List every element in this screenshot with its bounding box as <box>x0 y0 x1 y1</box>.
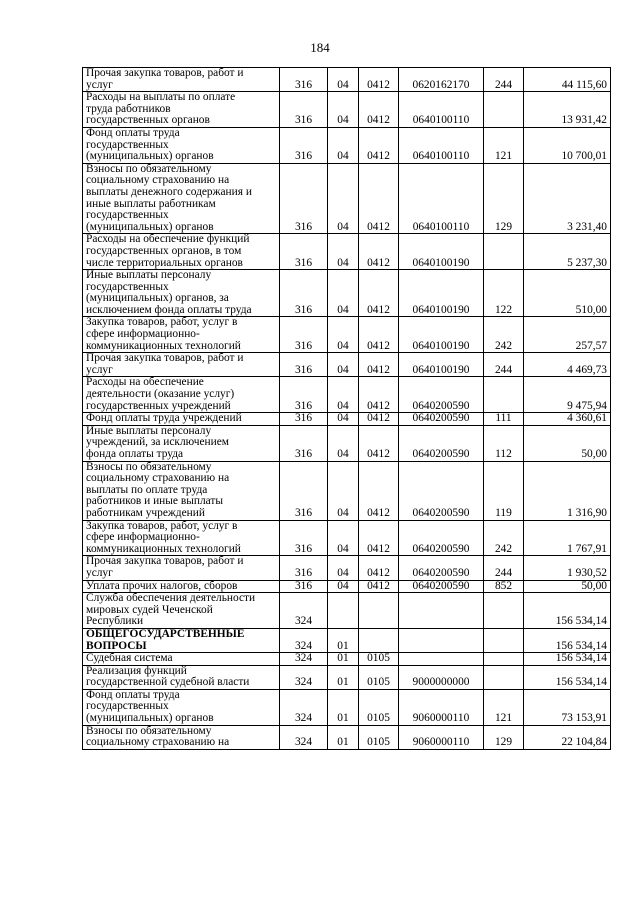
cell-amount: 510,00 <box>524 270 611 317</box>
cell-amount: 44 115,60 <box>524 68 611 92</box>
table-row <box>83 127 611 163</box>
cell-target-item: 0640100190 <box>399 317 484 353</box>
cell-expense-type: 242 <box>484 520 524 556</box>
cell-subsection: 0105 <box>359 725 399 749</box>
cell-name: Расходы на обеспечение функций государственных органов, в том числе территориальных органов <box>83 234 280 270</box>
cell-amount: 13 931,42 <box>524 92 611 128</box>
table-row <box>83 234 611 270</box>
cell-section: 04 <box>328 92 359 128</box>
cell-target-item: 0640200590 <box>399 461 484 520</box>
cell-target-item <box>399 653 484 666</box>
cell-subsection: 0412 <box>359 68 399 92</box>
cell-target-item: 0620162170 <box>399 68 484 92</box>
cell-subsection: 0412 <box>359 580 399 593</box>
cell-expense-type <box>484 377 524 413</box>
cell-target-item: 0640200590 <box>399 580 484 593</box>
cell-target-item: 0640100190 <box>399 270 484 317</box>
cell-name: Фонд оплаты труда государственных (муниципальных) органов <box>83 127 280 163</box>
cell-name: Уплата прочих налогов, сборов <box>83 580 280 593</box>
cell-subsection: 0412 <box>359 413 399 426</box>
cell-name: Закупка товаров, работ, услуг в сфере информационно- коммуникационных технологий <box>83 520 280 556</box>
cell-amount: 156 534,14 <box>524 665 611 689</box>
cell-subsection: 0105 <box>359 653 399 666</box>
cell-name: Иные выплаты персоналу учреждений, за исключением фонда оплаты труда <box>83 425 280 461</box>
cell-section: 04 <box>328 425 359 461</box>
cell-amount: 156 534,14 <box>524 593 611 629</box>
cell-ministry-code: 316 <box>280 270 328 317</box>
cell-name: Расходы на выплаты по оплате труда работников государственных органов <box>83 92 280 128</box>
cell-section: 04 <box>328 68 359 92</box>
cell-subsection: 0412 <box>359 317 399 353</box>
table-row <box>83 461 611 520</box>
cell-ministry-code: 316 <box>280 556 328 580</box>
cell-subsection: 0105 <box>359 665 399 689</box>
cell-subsection: 0412 <box>359 163 399 234</box>
cell-amount: 5 237,30 <box>524 234 611 270</box>
cell-name: Взносы по обязательному социальному страхованию на <box>83 725 280 749</box>
table-body <box>83 68 611 750</box>
cell-section: 04 <box>328 234 359 270</box>
cell-section: 04 <box>328 520 359 556</box>
cell-ministry-code: 316 <box>280 377 328 413</box>
cell-target-item: 9000000000 <box>399 665 484 689</box>
cell-amount: 1 767,91 <box>524 520 611 556</box>
cell-amount: 257,57 <box>524 317 611 353</box>
cell-name: Служба обеспечения деятельности мировых судей Чеченской Республики <box>83 593 280 629</box>
cell-ministry-code: 324 <box>280 628 328 652</box>
cell-section: 04 <box>328 127 359 163</box>
table-row <box>83 520 611 556</box>
cell-name: Прочая закупка товаров, работ и услуг <box>83 556 280 580</box>
cell-target-item: 0640200590 <box>399 520 484 556</box>
cell-section <box>328 593 359 629</box>
cell-subsection: 0412 <box>359 520 399 556</box>
cell-amount: 10 700,01 <box>524 127 611 163</box>
cell-target-item: 0640100110 <box>399 92 484 128</box>
cell-amount: 156 534,14 <box>524 653 611 666</box>
cell-target-item: 0640100190 <box>399 234 484 270</box>
cell-subsection: 0412 <box>359 127 399 163</box>
cell-section: 04 <box>328 556 359 580</box>
cell-target-item <box>399 628 484 652</box>
cell-ministry-code: 316 <box>280 317 328 353</box>
cell-ministry-code: 316 <box>280 353 328 377</box>
cell-section: 01 <box>328 628 359 652</box>
table-row <box>83 270 611 317</box>
cell-amount: 22 104,84 <box>524 725 611 749</box>
cell-name: Прочая закупка товаров, работ и услуг <box>83 68 280 92</box>
cell-ministry-code: 316 <box>280 127 328 163</box>
cell-subsection: 0412 <box>359 425 399 461</box>
cell-subsection: 0412 <box>359 556 399 580</box>
cell-target-item: 0640100190 <box>399 353 484 377</box>
cell-subsection <box>359 628 399 652</box>
table-row <box>83 413 611 426</box>
cell-amount: 3 231,40 <box>524 163 611 234</box>
table-row <box>83 628 611 652</box>
cell-expense-type <box>484 92 524 128</box>
cell-amount: 50,00 <box>524 580 611 593</box>
cell-expense-type: 111 <box>484 413 524 426</box>
cell-section: 04 <box>328 377 359 413</box>
cell-amount: 156 534,14 <box>524 628 611 652</box>
cell-expense-type: 119 <box>484 461 524 520</box>
cell-name: Фонд оплаты труда учреждений <box>83 413 280 426</box>
cell-expense-type: 121 <box>484 127 524 163</box>
cell-subsection <box>359 593 399 629</box>
cell-target-item: 9060000110 <box>399 689 484 725</box>
table-row <box>83 593 611 629</box>
cell-subsection: 0412 <box>359 92 399 128</box>
cell-amount: 9 475,94 <box>524 377 611 413</box>
table-row <box>83 580 611 593</box>
page-number: 184 <box>310 40 330 55</box>
cell-expense-type: 244 <box>484 353 524 377</box>
cell-target-item: 0640200590 <box>399 377 484 413</box>
table-row <box>83 163 611 234</box>
cell-name: ОБЩЕГОСУДАРСТВЕННЫЕ ВОПРОСЫ <box>83 628 280 652</box>
cell-section: 04 <box>328 353 359 377</box>
cell-subsection: 0412 <box>359 270 399 317</box>
cell-target-item: 0640200590 <box>399 556 484 580</box>
cell-subsection: 0412 <box>359 234 399 270</box>
cell-section: 04 <box>328 461 359 520</box>
cell-target-item: 0640100110 <box>399 127 484 163</box>
cell-name: Иные выплаты персоналу государственных (муниципальных) органов, за исключением фонда оплаты труда <box>83 270 280 317</box>
cell-name: Прочая закупка товаров, работ и услуг <box>83 353 280 377</box>
cell-section: 01 <box>328 725 359 749</box>
cell-expense-type <box>484 653 524 666</box>
cell-expense-type: 244 <box>484 68 524 92</box>
cell-ministry-code: 316 <box>280 425 328 461</box>
cell-name: Судебная система <box>83 653 280 666</box>
cell-section: 04 <box>328 317 359 353</box>
cell-ministry-code: 316 <box>280 413 328 426</box>
table-row <box>83 92 611 128</box>
cell-ministry-code: 316 <box>280 520 328 556</box>
cell-ministry-code: 324 <box>280 725 328 749</box>
cell-subsection: 0412 <box>359 353 399 377</box>
cell-expense-type: 112 <box>484 425 524 461</box>
cell-ministry-code: 316 <box>280 163 328 234</box>
cell-name: Расходы на обеспечение деятельности (оказание услуг) государственных учреждений <box>83 377 280 413</box>
cell-subsection: 0412 <box>359 461 399 520</box>
cell-ministry-code: 324 <box>280 593 328 629</box>
cell-section: 04 <box>328 163 359 234</box>
cell-amount: 4 469,73 <box>524 353 611 377</box>
cell-subsection: 0412 <box>359 377 399 413</box>
cell-expense-type: 242 <box>484 317 524 353</box>
cell-ministry-code: 316 <box>280 234 328 270</box>
cell-expense-type: 129 <box>484 725 524 749</box>
cell-amount: 4 360,61 <box>524 413 611 426</box>
cell-ministry-code: 316 <box>280 92 328 128</box>
cell-name: Взносы по обязательному социальному страхованию на выплаты денежного содержания и иные выплаты работникам государственных (муниципальных) органов <box>83 163 280 234</box>
cell-expense-type: 122 <box>484 270 524 317</box>
cell-expense-type: 244 <box>484 556 524 580</box>
cell-section: 04 <box>328 580 359 593</box>
cell-subsection: 0105 <box>359 689 399 725</box>
cell-name: Взносы по обязательному социальному страхованию на выплаты по оплате труда работников и иные выплаты работникам учреждений <box>83 461 280 520</box>
table-row <box>83 665 611 689</box>
cell-amount: 1 316,90 <box>524 461 611 520</box>
cell-expense-type <box>484 593 524 629</box>
cell-section: 01 <box>328 689 359 725</box>
cell-name: Реализация функций государственной судебной власти <box>83 665 280 689</box>
cell-amount: 73 153,91 <box>524 689 611 725</box>
cell-ministry-code: 324 <box>280 689 328 725</box>
cell-expense-type <box>484 234 524 270</box>
cell-ministry-code: 316 <box>280 461 328 520</box>
table-row <box>83 689 611 725</box>
table-row <box>83 317 611 353</box>
cell-amount: 1 930,52 <box>524 556 611 580</box>
cell-expense-type: 129 <box>484 163 524 234</box>
table-row <box>83 425 611 461</box>
budget-table <box>82 67 611 750</box>
table-row <box>83 725 611 749</box>
cell-section: 04 <box>328 413 359 426</box>
cell-target-item: 9060000110 <box>399 725 484 749</box>
cell-target-item: 0640200590 <box>399 425 484 461</box>
cell-target-item <box>399 593 484 629</box>
cell-section: 01 <box>328 665 359 689</box>
cell-ministry-code: 316 <box>280 580 328 593</box>
table-row <box>83 353 611 377</box>
cell-ministry-code: 316 <box>280 68 328 92</box>
cell-section: 01 <box>328 653 359 666</box>
cell-expense-type <box>484 628 524 652</box>
cell-name: Фонд оплаты труда государственных (муниципальных) органов <box>83 689 280 725</box>
table-row <box>83 377 611 413</box>
cell-target-item: 0640200590 <box>399 413 484 426</box>
cell-expense-type: 121 <box>484 689 524 725</box>
cell-section: 04 <box>328 270 359 317</box>
table-row <box>83 68 611 92</box>
cell-target-item: 0640100110 <box>399 163 484 234</box>
cell-name: Закупка товаров, работ, услуг в сфере информационно- коммуникационных технологий <box>83 317 280 353</box>
table-row <box>83 653 611 666</box>
cell-expense-type <box>484 665 524 689</box>
table-row <box>83 556 611 580</box>
cell-ministry-code: 324 <box>280 665 328 689</box>
cell-ministry-code: 324 <box>280 653 328 666</box>
cell-expense-type: 852 <box>484 580 524 593</box>
cell-amount: 50,00 <box>524 425 611 461</box>
